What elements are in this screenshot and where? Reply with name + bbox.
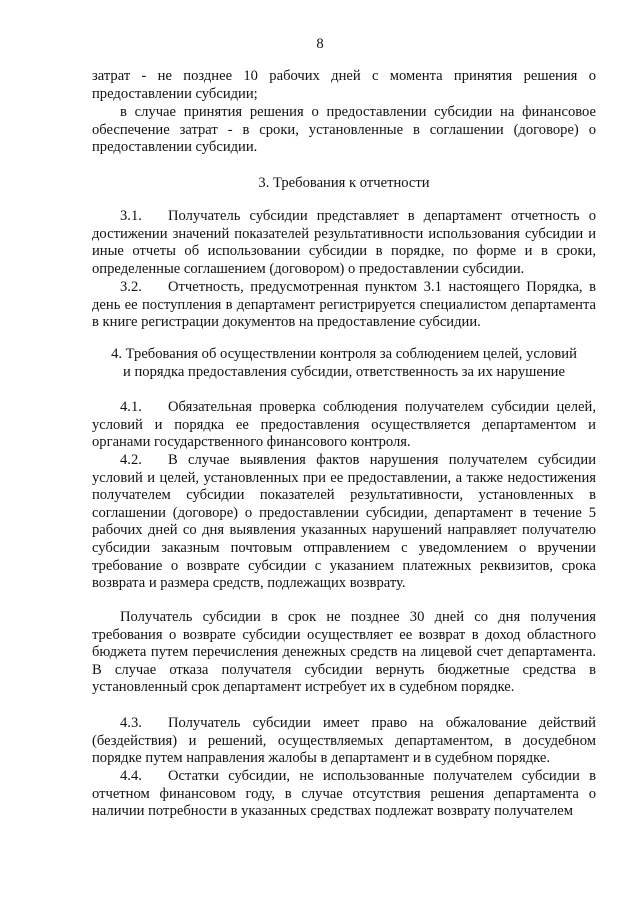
- page-number: 8: [316, 36, 324, 52]
- paragraph-financial-support: [92, 104, 596, 157]
- paragraph-text: Получатель субсидии в срок не позднее 30 дней со дня получения требования о возврате субсидии осуществляет ее возврат в доход областного бюджета путем перечисления денежных средств на лицевой счет департамента. В случае отказа получателя субсидии вернуть бюджетные средства в установленный срок департамент истребует их в судебном порядке.: [92, 609, 596, 696]
- clause-text: В случае выявления фактов нарушения получателем субсидии условий и целей, установленных при ее предоставлении, а также недостижения получателем субсидии показателей результативности, установленных в соглашении (договоре) о предоставлении субсидии, департамент в течение 5 рабочих дней со дня выявления указанных нарушений направляет получателю субсидии заказным почтовым отправлением с уведомлением о вручении требование о возврате субсидии с указанием платежных реквизитов, срока возврата и размера средств, подлежащих возврату.: [92, 452, 596, 592]
- clause-text: Получатель субсидии представляет в департамент отчетность о достижении значений показателей результативности использования субсидии и иные отчеты об использовании субсидии в порядке, по форме и в сроки, определенные соглашением (договором) о предоставлении субсидии.: [92, 208, 596, 277]
- section-heading-line: и порядка предоставления субсидии, ответственность за их нарушение: [123, 363, 565, 380]
- clause-3-1: [92, 208, 596, 278]
- section-3-heading-block: [92, 175, 596, 193]
- section-4-heading-block: [92, 346, 596, 381]
- clause-number: 3.2.: [120, 279, 142, 295]
- paragraph-text: затрат - не позднее 10 рабочих дней с момента принятия решения о предоставлении субсидии;: [92, 68, 596, 102]
- paragraph-deadline-end: [92, 68, 596, 103]
- clause-number: 4.1.: [120, 399, 142, 415]
- clause-text: Остатки субсидии, не использованные получателем субсидии в отчетном финансовом году, в случае отсутствия решения департамента о наличии потребности в указанных средствах подлежат возврату получателем: [92, 768, 596, 820]
- clause-number: 3.1.: [120, 208, 142, 224]
- section-heading: 3. Требования к отчетности: [258, 175, 430, 191]
- clause-4-1: [92, 399, 596, 452]
- clause-text: Отчетность, предусмотренная пунктом 3.1 настоящего Порядка, в день ее поступления в департамент регистрируется специалистом департамента в книге регистрации документов на предоставление субсидии.: [92, 279, 596, 331]
- clause-number: 4.4.: [120, 768, 142, 784]
- paragraph-text: в случае принятия решения о предоставлении субсидии на финансовое обеспечение затрат - в сроки, установленные в соглашении (договоре) о предоставлении субсидии.: [92, 104, 596, 156]
- clause-text: Получатель субсидии имеет право на обжалование действий (бездействия) и решений, осуществляемых департаментом, в досудебном порядке путем направления жалобы в департамент и в судебном порядке.: [92, 715, 596, 767]
- clause-text: Обязательная проверка соблюдения получателем субсидии целей, условий и порядка ее предоставления осуществляется департаментом и органами государственного финансового контроля.: [92, 399, 596, 451]
- section-heading-line: 4. Требования об осуществлении контроля за соблюдением целей, условий: [111, 346, 577, 362]
- clause-3-2: [92, 279, 596, 332]
- clause-number: 4.2.: [120, 452, 142, 468]
- clause-4-3: [92, 715, 596, 768]
- clause-number: 4.3.: [120, 715, 142, 731]
- clause-4-2: [92, 452, 596, 593]
- paragraph-return-deadline: [92, 609, 596, 697]
- clause-4-4: [92, 768, 596, 821]
